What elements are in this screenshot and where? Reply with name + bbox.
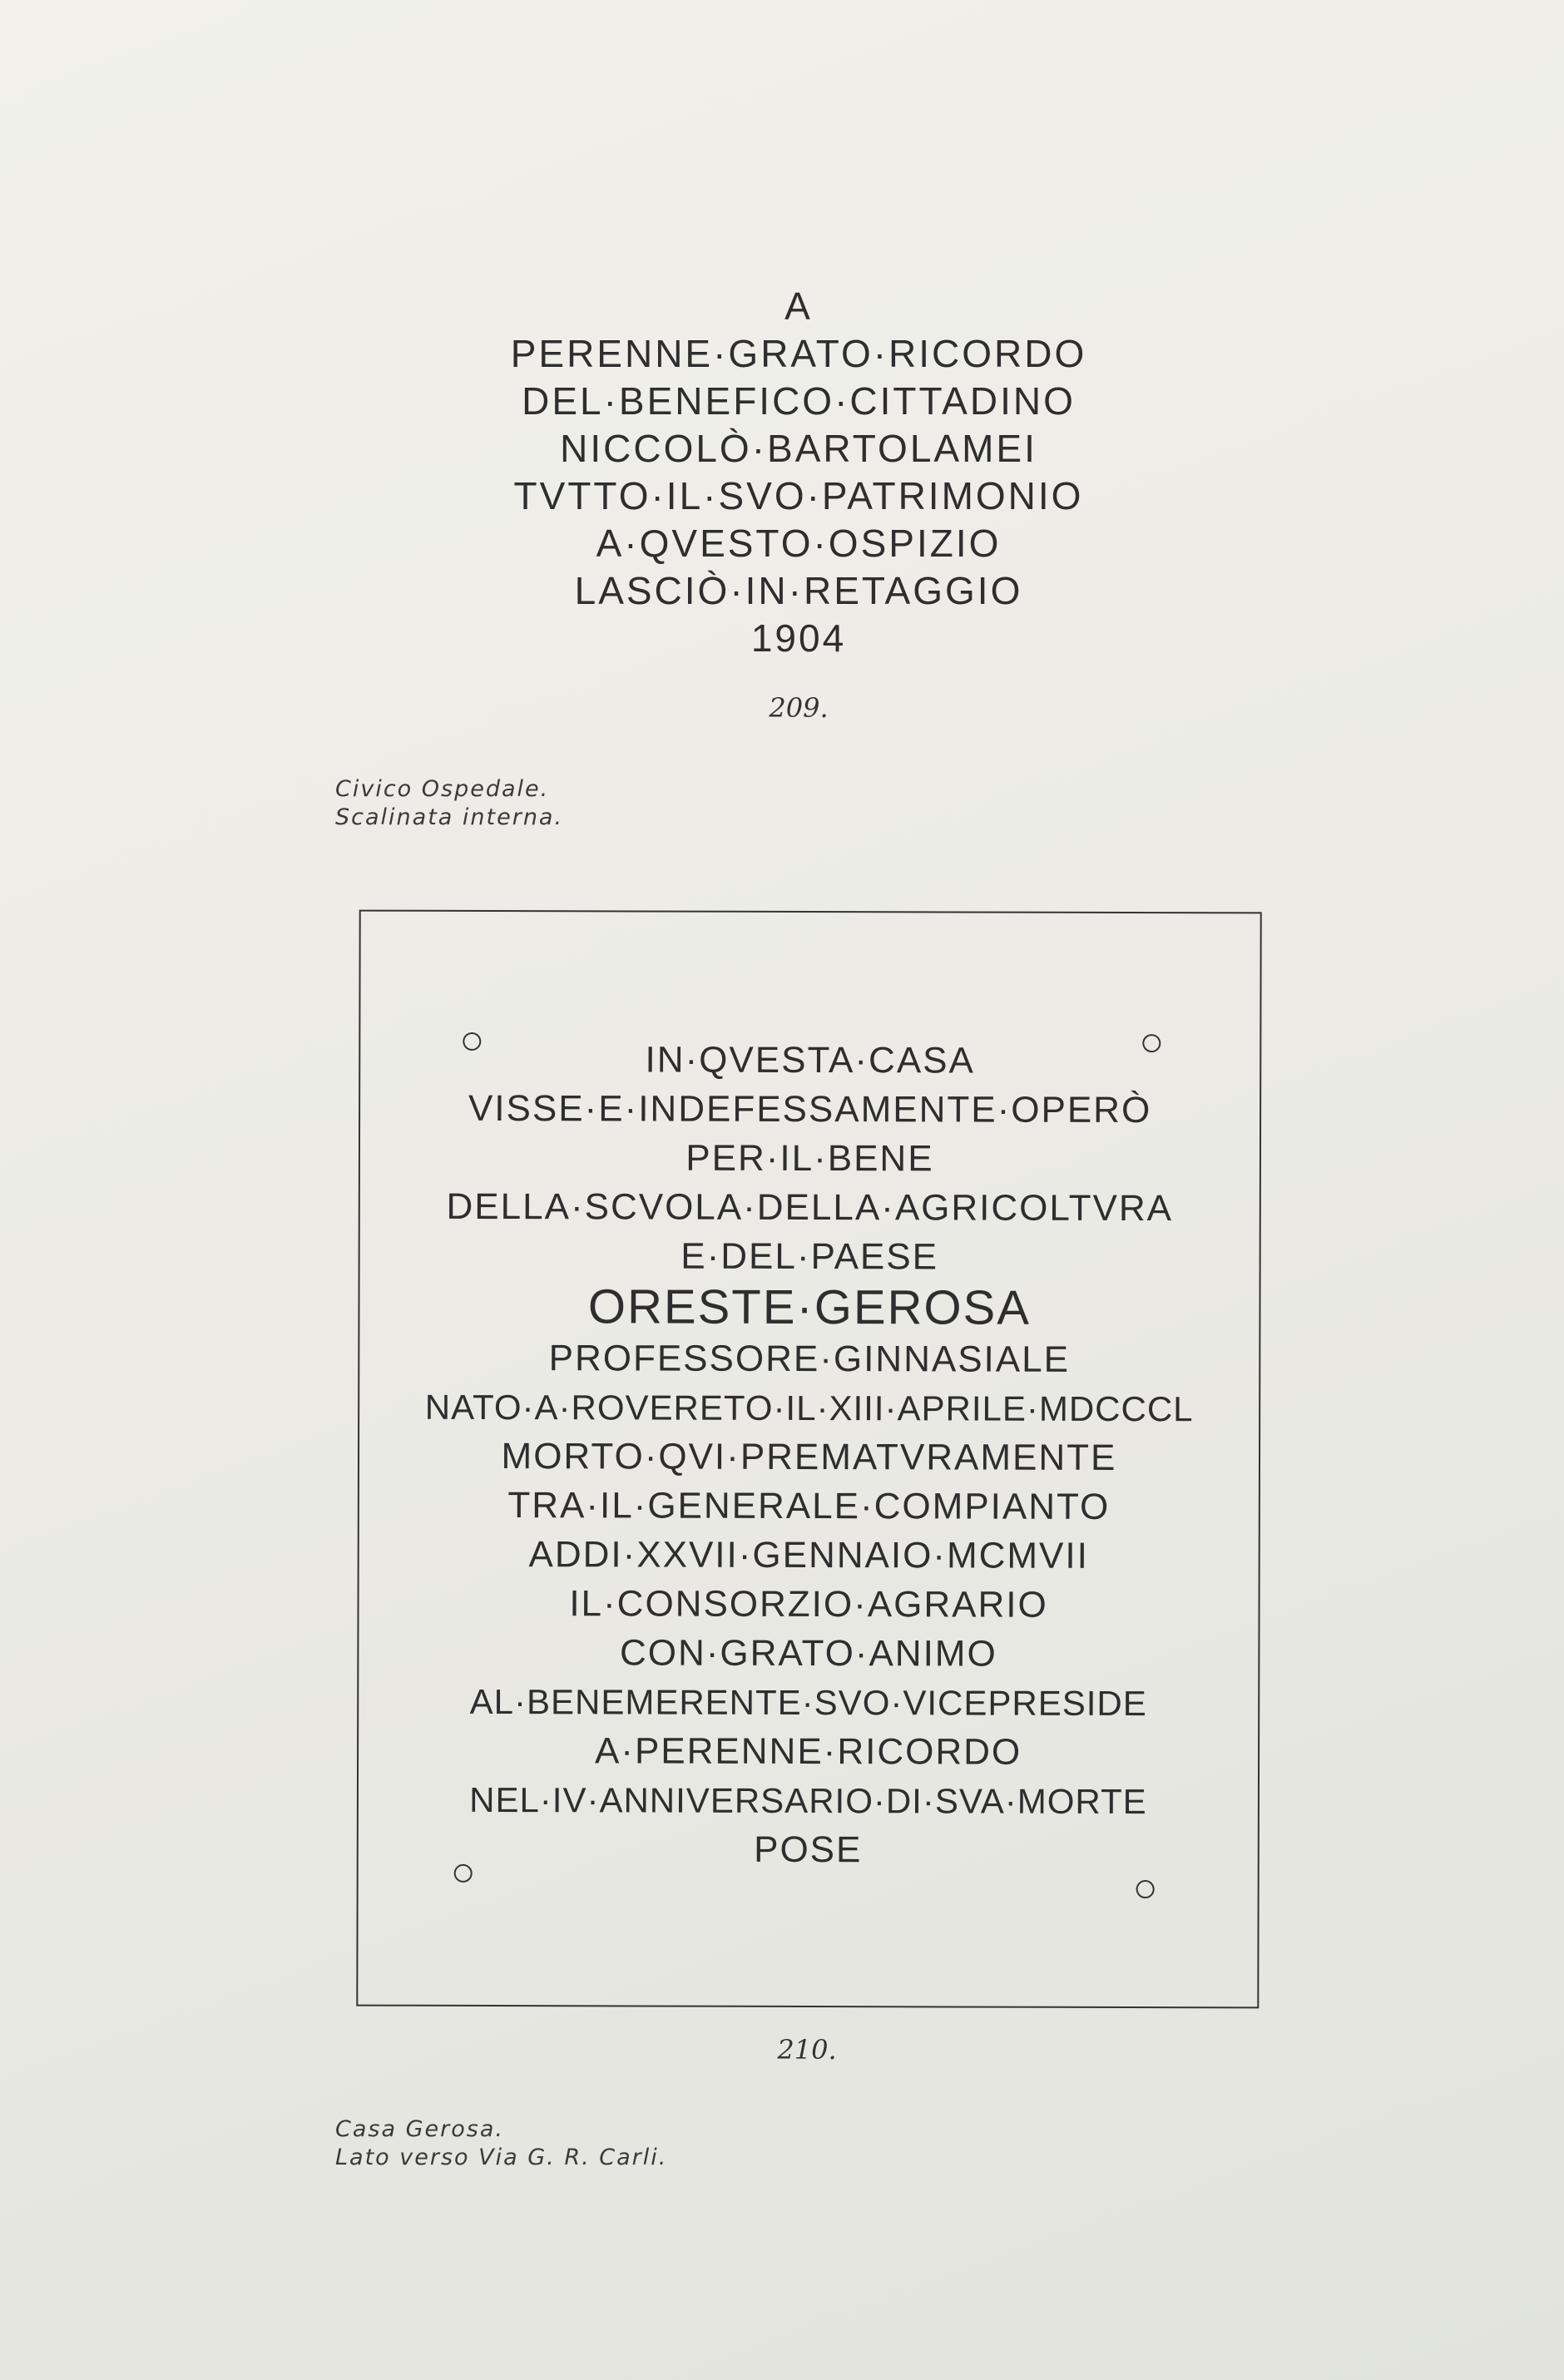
inscription-line: VISSE·E·INDEFESSAMENTE·OPERÒ [468, 1087, 1152, 1131]
inscription-line: NEL·IV·ANNIVERSARIO·DI·SVA·MORTE [469, 1779, 1147, 1822]
inscription-210 [359, 1035, 1260, 1876]
inscription-line: MORTO·QVI·PREMATVRAMENTE [501, 1436, 1117, 1478]
caption-210 [335, 2115, 667, 2172]
inscription-line: TVTTO·IL·SVO·PATRIMONIO [513, 474, 1084, 517]
inscription-209 [366, 283, 1231, 662]
plaque-frame [356, 910, 1261, 2009]
inscription-line: A [784, 285, 813, 328]
inscription-line: DEL·BENEFICO·CITTADINO [522, 379, 1076, 423]
caption-line: Civico Ospedale. [335, 776, 550, 802]
inscription-line: PROFESSORE·GINNASIALE [548, 1338, 1071, 1380]
inscription-line: ADDI·XXVII·GENNAIO·MCMVII [528, 1534, 1089, 1576]
inscription-line: LASCIÒ·IN·RETAGGIO [574, 569, 1023, 612]
inscription-line: E·DEL·PAESE [681, 1235, 939, 1278]
caption-209 [335, 775, 563, 832]
inscription-line: 1904 [750, 616, 847, 660]
inscription-line: DELLA·SCVOLA·DELLA·AGRICOLTVRA [446, 1185, 1174, 1230]
inscription-line: IN·QVESTA·CASA [645, 1039, 975, 1081]
inscription-line: PER·IL·BENE [685, 1137, 934, 1180]
inscription-line: CON·GRATO·ANIMO [619, 1632, 997, 1675]
inscription-line: TRA·IL·GENERALE·COMPIANTO [507, 1485, 1111, 1527]
caption-line: Casa Gerosa. [335, 2116, 504, 2142]
inscription-line: A·PERENNE·RICORDO [594, 1730, 1022, 1773]
caption-line: Scalinata interna. [335, 804, 564, 830]
caption-line: Lato verso Via G. R. Carli. [335, 2145, 668, 2170]
inscription-name-line: ORESTE·GEROSA [587, 1279, 1032, 1335]
inscription-line: AL·BENEMERENTE·SVO·VICEPRESIDE [469, 1681, 1147, 1724]
inscription-line: IL·CONSORZIO·AGRARIO [569, 1583, 1048, 1625]
inscription-line: NATO·A·ROVERETO·IL·XIII·APRILE·MDCCCL [424, 1387, 1194, 1429]
figure-number-209: 209. [769, 692, 829, 724]
screw-hole-icon [1136, 1880, 1155, 1898]
inscription-line: PERENNE·GRATO·RICORDO [510, 332, 1087, 375]
inscription-line: POSE [754, 1828, 863, 1871]
figure-number-210: 210. [777, 2034, 837, 2066]
inscription-line: A·QVESTO·OSPIZIO [596, 522, 1002, 565]
inscription-line: NICCOLÒ·BARTOLAMEI [560, 427, 1037, 470]
